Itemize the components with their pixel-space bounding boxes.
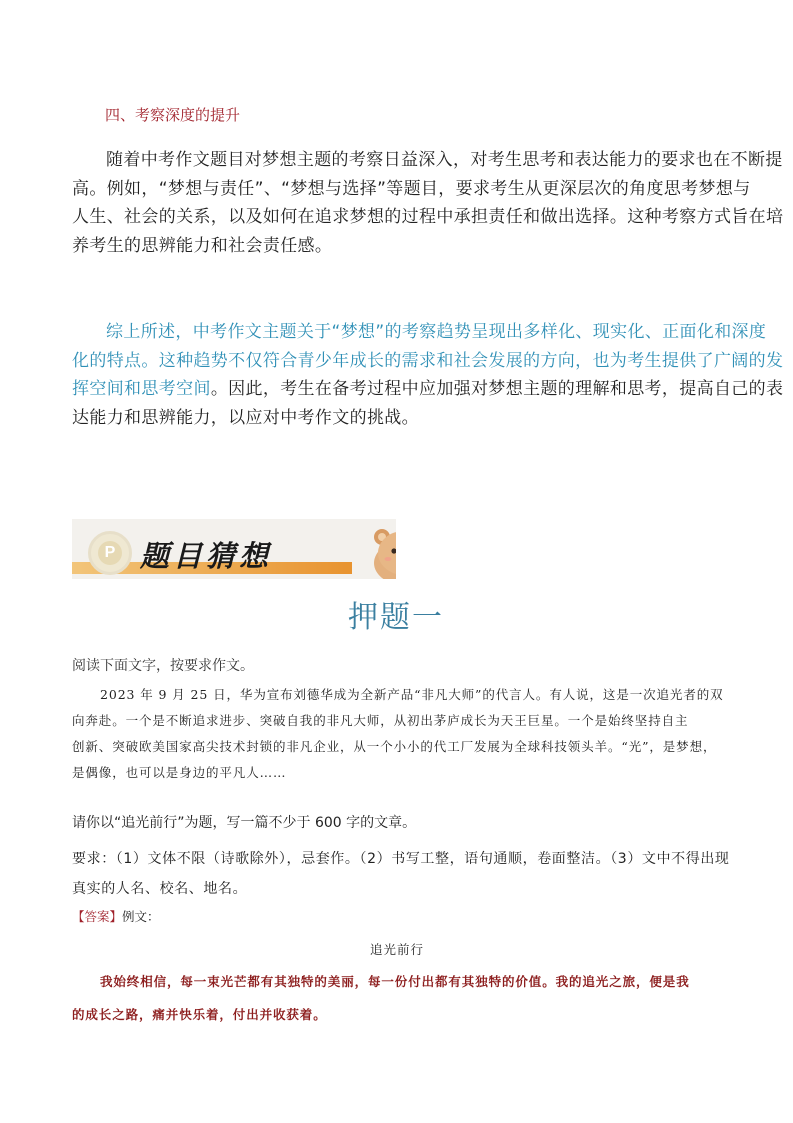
material-line: 2023 年 9 月 25 日，华为宣布刘德华成为全新产品“非凡大师”的代言人。有人说，这是一次追光者的双 (100, 687, 724, 702)
material-line: 向奔赴。一个是不断追求进步、突破自我的非凡大师，从初出茅庐成长为天王巨星。一个是始终坚持自主 (72, 713, 689, 728)
material-text (72, 682, 732, 786)
requirement-line: 真实的人名、校名、地名。 (72, 881, 248, 897)
summary-text: 。因此，考生在备考过程中应加强对梦想主题的理解和思考，提高自己的表 (210, 379, 784, 399)
material-line: 是偶像，也可以是身边的平凡人…… (72, 765, 287, 780)
summary-paragraph (72, 318, 784, 432)
material-line: 创新、突破欧美国家高尖技术封锁的非凡企业，从一个小小的代工厂发展为全球科技领头羊。“光”，是梦想， (72, 739, 717, 754)
requirements (72, 844, 730, 904)
requirement-line: 要求：（1）文体不限（诗歌除外），忌套作。（2）书写工整，语句通顺，卷面整洁。（3）文中不得出现 (72, 851, 730, 867)
summary-line: 综上所述，中考作文主题关于“梦想”的考察趋势呈现出多样化、现实化、正面化和深度 (106, 322, 767, 342)
example-label: 例文： (122, 909, 160, 924)
bear-mascot-icon (370, 523, 396, 579)
section4-paragraph (72, 146, 784, 260)
task-text: 请你以“追光前行”为题，写一篇不少于 600 字的文章。 (72, 815, 417, 831)
section-heading: 四、考察深度的提升 (105, 106, 241, 124)
section-banner (72, 519, 396, 579)
prediction-title: 押题一 (348, 600, 444, 635)
summary-line: 达能力和思辨能力，以应对中考作文的挑战。 (72, 407, 419, 428)
answer-tag: 【答案】 (72, 909, 123, 924)
banner-title: 题目猜想 (140, 539, 273, 573)
essay-body (72, 965, 732, 1031)
banner-logo-icon: P (88, 531, 132, 575)
summary-line: 化的特点。这种趋势不仅符合青少年成长的需求和社会发展的方向，也为考生提供了广阔的发 (72, 350, 784, 371)
essay-line: 我始终相信，每一束光芒都有其独特的美丽，每一份付出都有其独特的价值。我的追光之旅，便是我 (100, 974, 690, 989)
answer-label (72, 907, 160, 925)
paragraph-line: 高。例如，“梦想与责任”、“梦想与选择”等题目，要求考生从更深层次的角度思考梦想与 (72, 178, 751, 199)
paragraph-line: 人生、社会的关系，以及如何在追求梦想的过程中承担责任和做出选择。这种考察方式旨在培 (72, 207, 784, 227)
paragraph-line: 随着中考作文题目对梦想主题的考察日益深入，对考生思考和表达能力的要求也在不断提 (106, 150, 783, 170)
prompt-intro: 阅读下面文字，按要求作文。 (72, 658, 254, 674)
paragraph-line: 养考生的思辨能力和社会责任感。 (72, 235, 333, 256)
essay-title: 追光前行 (370, 942, 425, 957)
summary-highlight: 挥空间和思考空间 (72, 379, 211, 399)
essay-line: 的成长之路，痛并快乐着，付出并收获着。 (72, 1007, 327, 1022)
